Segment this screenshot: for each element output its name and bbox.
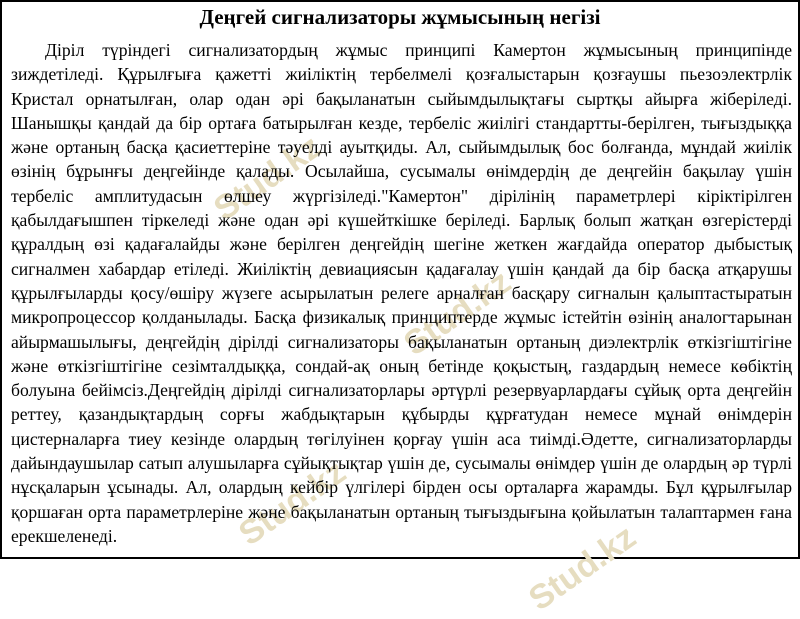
document-title: Деңгей сигнализаторы жұмысының негізі — [199, 5, 601, 29]
watermark-logo: Stud.kz — [522, 517, 643, 619]
watermark-logo: Stud.kz — [397, 262, 518, 364]
watermark-logo: Stud.kz — [232, 452, 353, 554]
watermark-logo: Stud.kz — [207, 127, 328, 229]
document-body-paragraph: Діріл түріндегі сигнализатордың жұмыс принципі Камертон жұмысының принципінде зиждетіледі. Құрылғыға қажетті жиіліктің тербелмелі қозғалыстарын қозғаушы пьезоэлектрлік Кристал орнатылған, олар одан әрі бақыланатын сыйымдылықтағы сыртқы айырға жіберіледі. Шанышқы қандай да бір ортаға батырылған кезде, тербеліс жиілігі стандартты-берілген, тығыздыққа және ортаның басқа қасиеттеріне тәуелді ауытқиды. Ал, сыйымдылық бос болғанда, мұндай жиілік өзінің бұрынғы деңгейінде қалады. Осылайша, сусымалы өнімдердің де деңгейін бақылау үшін тербеліс амплитудасын өлшеу жүргізіледі."Камертон" дірілінің параметрлері кіріктірілген қабылдағышпен тіркеледі және одан әрі күшейткішке беріледі. Барлық болып жатқан өзгерістерді құралдың өзі қадағалайды және берілген деңгейдің шегіне жеткен жағдайда оператор дыбыстық сигналмен хабардар етіледі. Жиіліктің девиациясын қадағалау үшін қандай да бір басқа атқарушы құрылғыларды қосу/өшіру жүзеге асырылатын релеге арналған басқару сигналын қалыптастыратын микропроцессор қолданылады. Басқа физикалық принциптерде жұмыс істейтін өзінің аналогтарынан айырмашылығы, деңгейдің дірілді сигнализаторы бақыланатын ортаның диэлектрлік өткізгіштігіне және өткізгіштігіне сезімталдыққа, сондай-ақ оның бетінде қоқыстың, газдардың немесе көбіктің болуына бейімсіз.Деңгейдің дірілді сигнализаторлары әртүрлі резервуарлардағы сұйық орта деңгейін реттеу, қазандықтардың сорғы жабдықтарын құбырды құрғатудан немесе мұнай өнімдерін цистерналарға тиеу кезінде олардың төгілуінен қорғау үшін аса тиімді.Әдетте, сигнализаторларды дайындаушылар сатып алушыларға сұйықтықтар үшін де, сусымалы өнімдер үшін де олардың әр түрлі нұсқаларын ұсынады. Ал, олардың кейбір үлгілері бірден осы орталарға жарамды. Бұл құрылғылар қоршаған орта параметрлеріне және бақыланатын ортаның тығыздығына қойылатын талаптармен ғана ерекшеленеді. — [11, 40, 792, 546]
